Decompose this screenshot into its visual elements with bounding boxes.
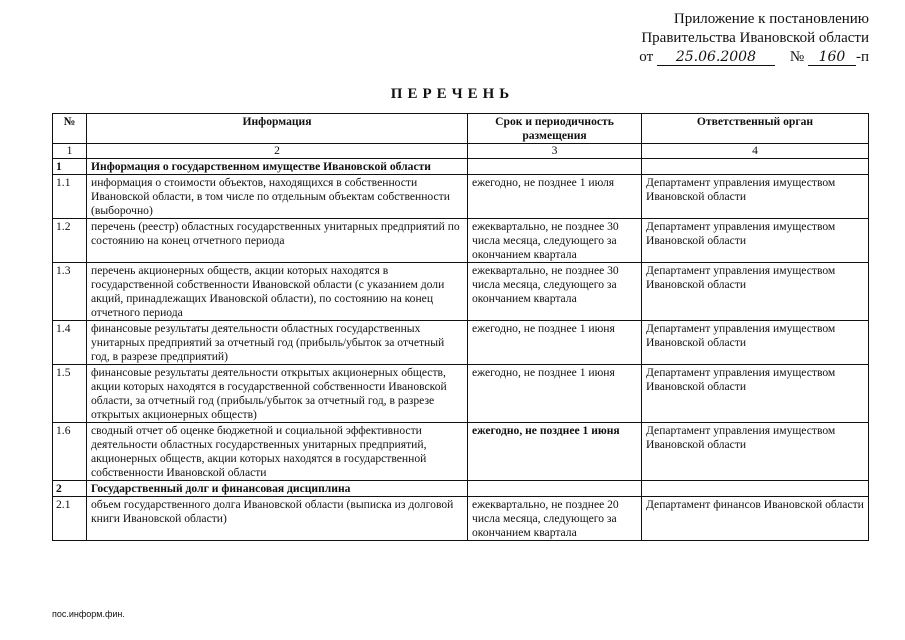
header-line-1: Приложение к постановлению <box>673 11 869 27</box>
row-body: Департамент управления имуществом Ивановской области <box>642 263 869 321</box>
row-term: ежегодно, не позднее 1 июня <box>468 321 642 365</box>
row-number: 2.1 <box>53 497 87 541</box>
row-number: 1.6 <box>53 423 87 481</box>
header-date-line <box>589 48 869 67</box>
row-term: ежегодно, не позднее 1 июня <box>468 423 642 481</box>
number-label: № <box>789 49 805 65</box>
row-body <box>642 159 869 175</box>
col-header-term: Срок и периодичность размещения <box>468 114 642 144</box>
table-header-row <box>53 114 869 144</box>
row-body: Департамент управления имуществом Ивановской области <box>642 365 869 423</box>
table-row <box>53 263 869 321</box>
row-info: перечень (реестр) областных государственных унитарных предприятий по состоянию на конец отчетного периода <box>87 219 468 263</box>
handwritten-date: 25.06.2008 <box>657 49 775 66</box>
col-header-info: Информация <box>87 114 468 144</box>
row-number: 1.2 <box>53 219 87 263</box>
row-term: ежеквартально, не позднее 20 числа месяца, следующего за окончанием квартала <box>468 497 642 541</box>
row-info: сводный отчет об оценке бюджетной и социальной эффективности деятельности областных государственных унитарных предприятий, акционерных обществ, акции которых находятся в государственной собственности Ивановской области <box>87 423 468 481</box>
row-number: 2 <box>53 481 87 497</box>
row-body <box>642 481 869 497</box>
column-number-row <box>53 144 869 159</box>
table-row <box>53 423 869 481</box>
row-info: Государственный долг и финансовая дисциплина <box>87 481 468 497</box>
row-info: перечень акционерных обществ, акции которых находятся в государственной собственности Ивановской области (с указанием доли акций, принадлежащих Ивановской области), по состоянию на конец отчетного периода <box>87 263 468 321</box>
row-number: 1.4 <box>53 321 87 365</box>
row-info: Информация о государственном имуществе Ивановской области <box>87 159 468 175</box>
header-line-2: Правительства Ивановской области <box>641 30 869 46</box>
row-info: информация о стоимости объектов, находящихся в собственности Ивановской области, в том числе по отдельным объектам собственности (выборочно) <box>87 175 468 219</box>
col-number-3: 3 <box>468 144 642 159</box>
footer-filename: пос.информ.фин. <box>52 609 125 619</box>
row-number: 1 <box>53 159 87 175</box>
row-term <box>468 159 642 175</box>
section-row <box>53 481 869 497</box>
table-row <box>53 175 869 219</box>
col-header-number: № <box>53 114 87 144</box>
row-term <box>468 481 642 497</box>
table-row <box>53 219 869 263</box>
col-number-4: 4 <box>642 144 869 159</box>
table-row <box>53 365 869 423</box>
list-table <box>52 113 869 541</box>
number-suffix: -п <box>855 49 869 65</box>
col-number-2: 2 <box>87 144 468 159</box>
row-number: 1.3 <box>53 263 87 321</box>
row-body: Департамент управления имуществом Ивановской области <box>642 321 869 365</box>
row-term: ежеквартально, не позднее 30 числа месяца, следующего за окончанием квартала <box>468 263 642 321</box>
table-row <box>53 321 869 365</box>
from-label: от <box>639 49 654 65</box>
row-term: ежеквартально, не позднее 30 числа месяца, следующего за окончанием квартала <box>468 219 642 263</box>
handwritten-number: 160 <box>808 49 856 66</box>
row-term: ежегодно, не позднее 1 июня <box>468 365 642 423</box>
row-body: Департамент управления имуществом Ивановской области <box>642 219 869 263</box>
row-body: Департамент финансов Ивановской области <box>642 497 869 541</box>
row-number: 1.1 <box>53 175 87 219</box>
row-body: Департамент управления имуществом Ивановской области <box>642 175 869 219</box>
row-body: Департамент управления имуществом Ивановской области <box>642 423 869 481</box>
row-number: 1.5 <box>53 365 87 423</box>
col-number-1: 1 <box>53 144 87 159</box>
section-row <box>53 159 869 175</box>
col-header-body: Ответственный орган <box>642 114 869 144</box>
row-info: финансовые результаты деятельности открытых акционерных обществ, акции которых находятся в государственной собственности Ивановской области, за отчетный год (прибыль/убыток за отчетный год, в разрезе открытых акционерных обществ) <box>87 365 468 423</box>
document-title: ПЕРЕЧЕНЬ <box>390 86 515 102</box>
row-info: финансовые результаты деятельности областных государственных унитарных предприятий за отчетный год (прибыль/убыток за отчетный год, в разрезе предприятий) <box>87 321 468 365</box>
document-header <box>589 10 869 67</box>
table-row <box>53 497 869 541</box>
row-info: объем государственного долга Ивановской области (выписка из долговой книги Ивановской области) <box>87 497 468 541</box>
row-term: ежегодно, не позднее 1 июля <box>468 175 642 219</box>
